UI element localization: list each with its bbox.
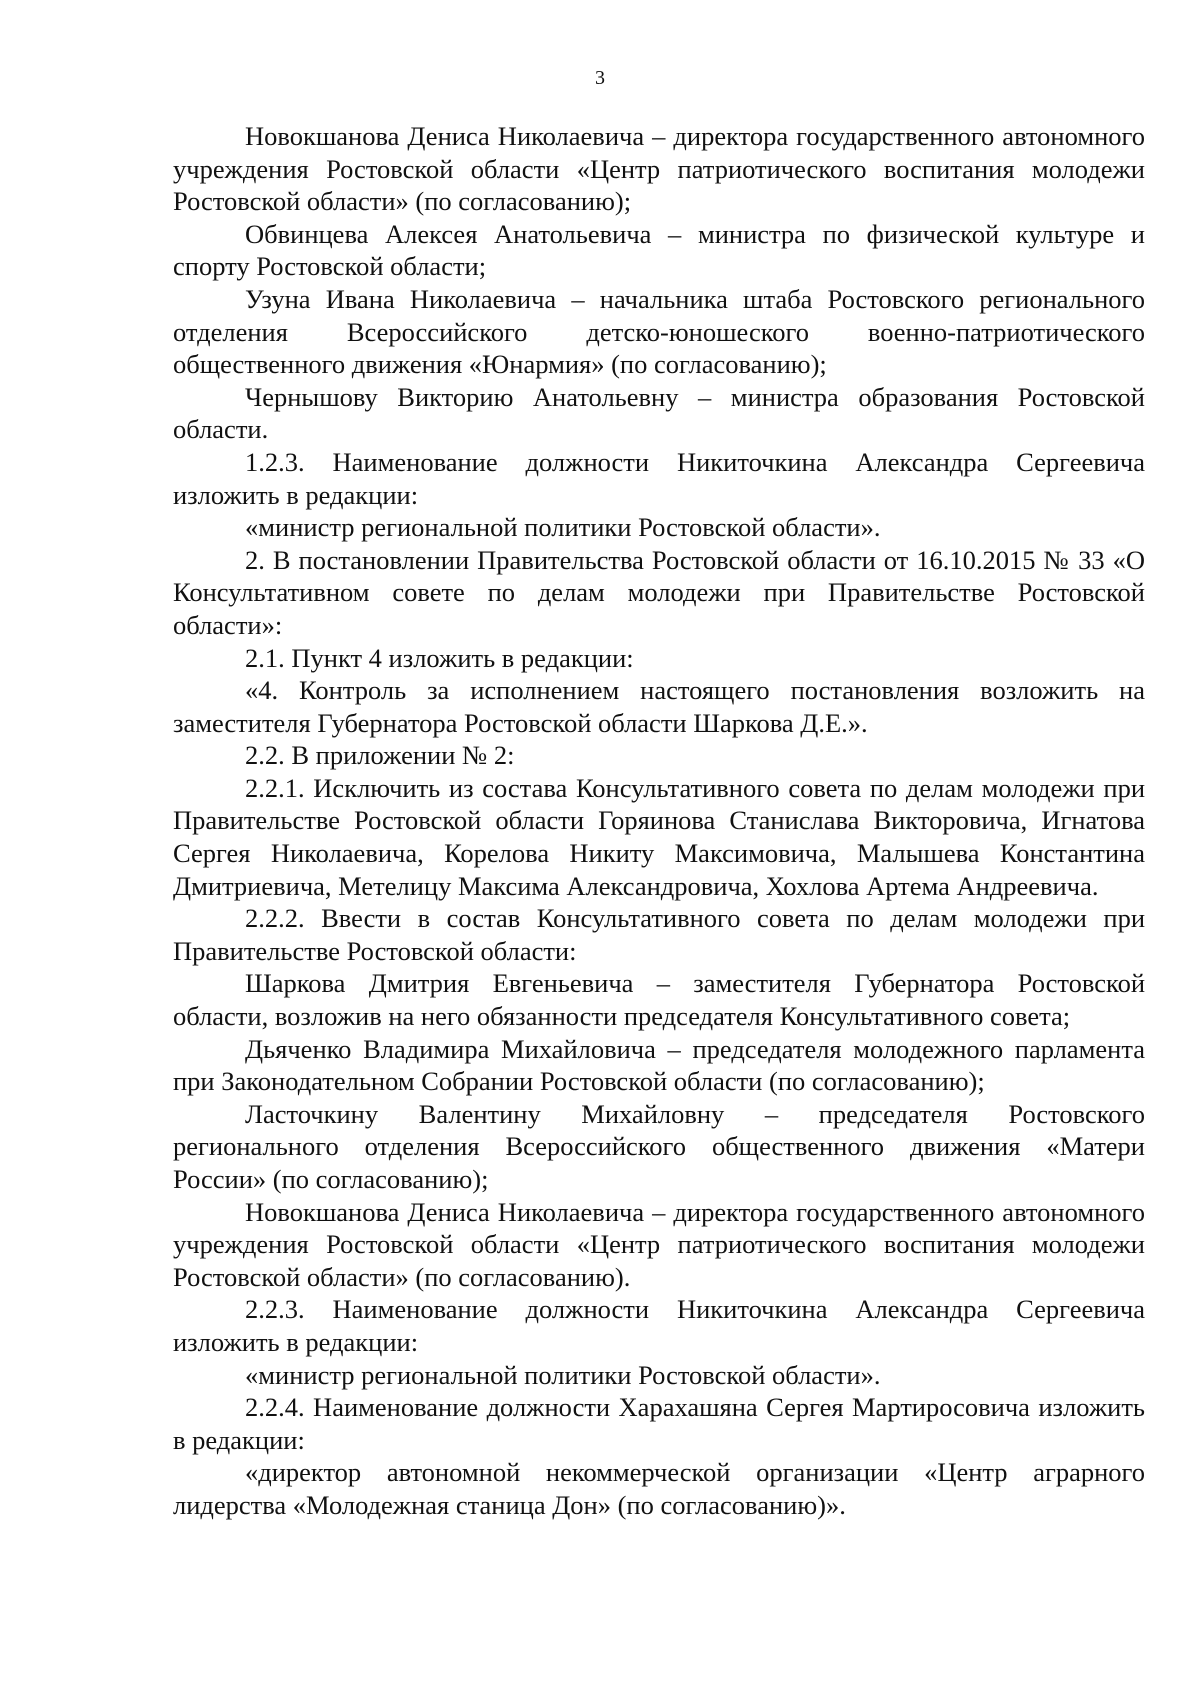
paragraph: Новокшанова Дениса Николаевича – директора государственного автономного учреждения Ростовской области «Центр патриотического воспитания молодежи Ростовской области» (по согласованию). bbox=[173, 1196, 1145, 1292]
paragraph: 2. В постановлении Правительства Ростовской области от 16.10.2015 № 33 «О Консультативном совете по делам молодежи при Правительстве Ростовской области»: bbox=[173, 544, 1145, 640]
page-number: 3 bbox=[595, 67, 605, 89]
document-body bbox=[173, 120, 1145, 1522]
paragraph: «министр региональной политики Ростовской области». bbox=[245, 1359, 881, 1390]
paragraph: 2.2.1. Исключить из состава Консультативного совета по делам молодежи при Правительстве Ростовской области Горяинова Станислава Викторовича, Игнатова Сергея Николаевича, Корелова Никиту Максимовича, Малышева Константина Дмитриевича, Метелицу Максима Александровича, Хохлова Артема Андреевича. bbox=[173, 772, 1145, 901]
paragraph: Дьяченко Владимира Михайловича – председателя молодежного парламента при Законодательном Собрании Ростовской области (по согласованию); bbox=[173, 1033, 1145, 1097]
paragraph: 2.2. В приложении № 2: bbox=[245, 740, 515, 771]
paragraph: Чернышову Викторию Анатольевну – министра образования Ростовской области. bbox=[173, 381, 1145, 445]
paragraph: «министр региональной политики Ростовской области». bbox=[245, 512, 881, 543]
paragraph: «4. Контроль за исполнением настоящего постановления возложить на заместителя Губернатора Ростовской области Шаркова Д.Е.». bbox=[173, 675, 1145, 738]
paragraph: Новокшанова Дениса Николаевича – директора государственного автономного учреждения Ростовской области «Центр патриотического воспитания молодежи Ростовской области» (по согласованию); bbox=[173, 121, 1145, 217]
paragraph: Шаркова Дмитрия Евгеньевича – заместителя Губернатора Ростовской области, возложив на него обязанности председателя Консультативного совета; bbox=[173, 968, 1145, 1032]
paragraph: Узуна Ивана Николаевича – начальника штаба Ростовского регионального отделения Всероссийского детско-юношеского военно-патриотического общественного движения «Юнармия» (по согласованию); bbox=[173, 283, 1145, 380]
paragraph: 1.2.3. Наименование должности Никиточкина Александра Сергеевича изложить в редакции: bbox=[173, 446, 1145, 510]
paragraph: 2.2.4. Наименование должности Харахашяна Сергея Мартиросовича изложить в редакции: bbox=[173, 1392, 1145, 1455]
paragraph: «директор автономной некоммерческой организации «Центр аграрного лидерства «Молодежная станица Дон» (по согласованию)». bbox=[173, 1457, 1145, 1520]
paragraph: 2.1. Пункт 4 изложить в редакции: bbox=[245, 642, 634, 673]
paragraph: Ласточкину Валентину Михайловну – председателя Ростовского регионального отделения Всероссийского общественного движения «Матери России» (по согласованию); bbox=[173, 1098, 1145, 1194]
paragraph: 2.2.2. Ввести в состав Консультативного совета по делам молодежи при Правительстве Ростовской области: bbox=[173, 903, 1145, 966]
paragraph: 2.2.3. Наименование должности Никиточкина Александра Сергеевича изложить в редакции: bbox=[173, 1294, 1145, 1357]
paragraph: Обвинцева Алексея Анатольевича – министра по физической культуре и спорту Ростовской области; bbox=[173, 218, 1145, 282]
